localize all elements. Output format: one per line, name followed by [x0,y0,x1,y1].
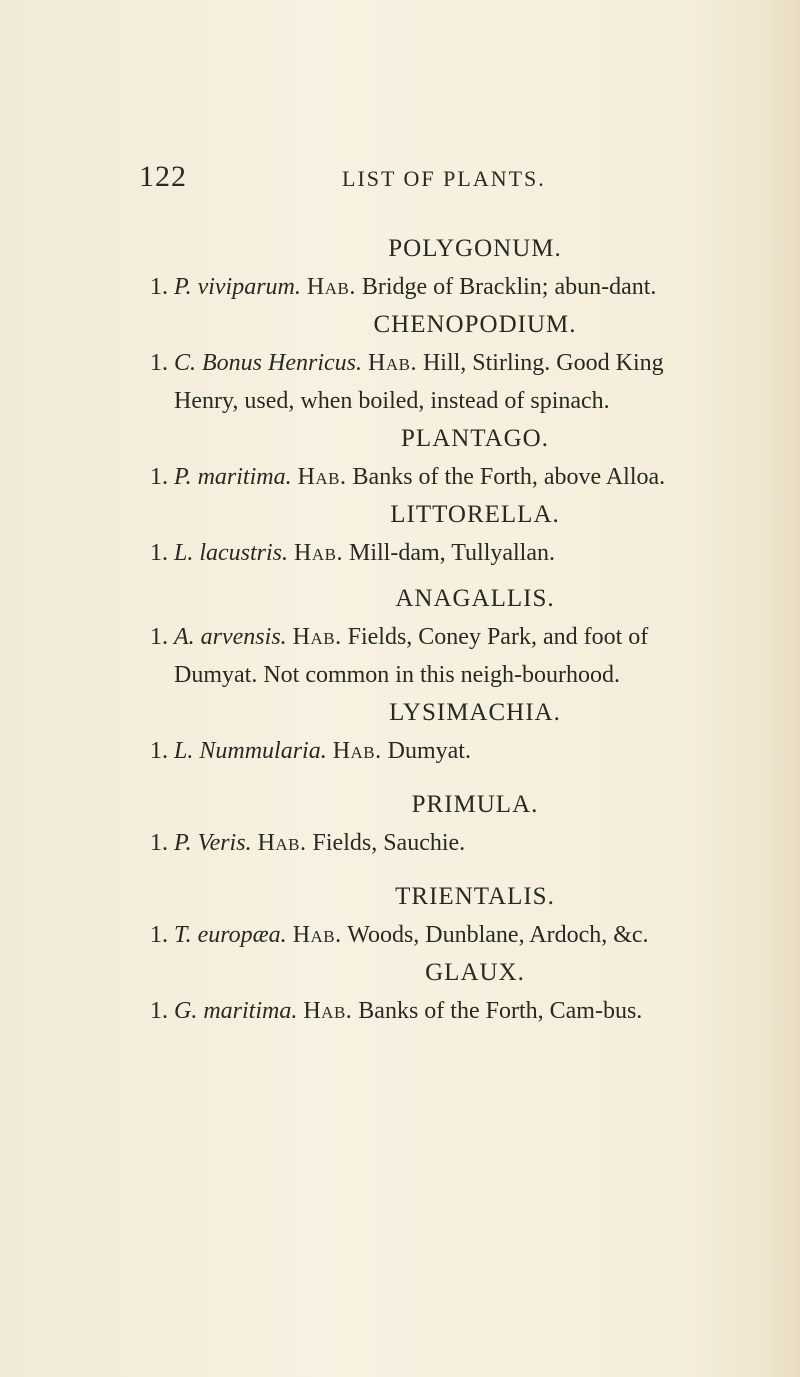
habitat-text: Bridge of Bracklin; abun-dant. [355,274,657,300]
entry-number: 1. [150,350,168,376]
species-name: A. arvensis. [174,624,287,650]
plant-list [150,230,730,1030]
species-name: G. maritima. [174,998,298,1024]
species-name: C. Bonus Henricus. [174,350,362,376]
habitat-text: Dumyat. [381,738,471,764]
genus-heading: ANAGALLIS. [395,585,555,612]
entry-number: 1. [150,922,168,948]
habitat-label: Hab. [257,830,307,856]
habitat-text: Banks of the Forth, Cam-bus. [352,998,643,1024]
species-name: T. europæa. [174,922,287,948]
species-name: P. Veris. [174,830,252,856]
entry-number: 1. [150,998,168,1024]
habitat-label: Hab. [292,922,342,948]
running-title: LIST OF PLANTS. [342,166,546,191]
spacer [150,770,730,786]
species-name: P. viviparum. [174,274,301,300]
species-entry [150,344,730,420]
species-name: L. lacustris. [174,540,289,566]
page-number: 122 [139,160,187,193]
habitat-text: Mill-dam, Tullyallan. [342,540,555,566]
species-name: L. Nummularia. [174,738,327,764]
page-header [0,160,800,200]
species-entry [150,916,730,954]
habitat-label: Hab. [332,738,382,764]
genus-heading: LITTORELLA. [390,501,560,528]
entry-number: 1. [150,830,168,856]
species-name: P. maritima. [174,464,292,490]
habitat-text: Fields, Coney Park, and foot of Dumyat. Not common in this neigh-bourhood. [174,624,649,688]
genus-heading: PLANTAGO. [401,425,549,452]
genus-heading: GLAUX. [425,959,525,986]
habitat-text: Hill, Stirling. Good King Henry, used, when boiled, instead of spinach. [174,350,664,414]
entry-number: 1. [150,540,168,566]
species-entry [150,458,730,496]
genus-heading: POLYGONUM. [388,235,562,262]
species-entry [150,618,730,694]
entry-number: 1. [150,464,168,490]
habitat-label: Hab. [294,540,343,566]
habitat-label: Hab. [292,624,342,650]
spacer [150,572,730,580]
habitat-label: Hab. [306,274,356,300]
genus-heading: CHENOPODIUM. [373,311,577,338]
genus-heading: PRIMULA. [411,791,539,818]
habitat-label: Hab. [368,350,417,376]
habitat-text: Fields, Sauchie. [306,830,466,856]
entry-number: 1. [150,624,168,650]
genus-heading: LYSIMACHIA. [389,699,561,726]
entry-number: 1. [150,738,168,764]
habitat-label: Hab. [303,998,353,1024]
species-entry [150,732,730,770]
genus-heading: TRIENTALIS. [395,883,555,910]
spacer [150,862,730,878]
species-entry [150,534,730,572]
habitat-text: Banks of the Forth, above Alloa. [346,464,666,490]
species-entry [150,992,730,1030]
species-entry [150,824,730,862]
habitat-label: Hab. [297,464,347,490]
species-entry [150,268,730,306]
habitat-text: Woods, Dunblane, Ardoch, &c. [341,922,649,948]
entry-number: 1. [150,274,168,300]
